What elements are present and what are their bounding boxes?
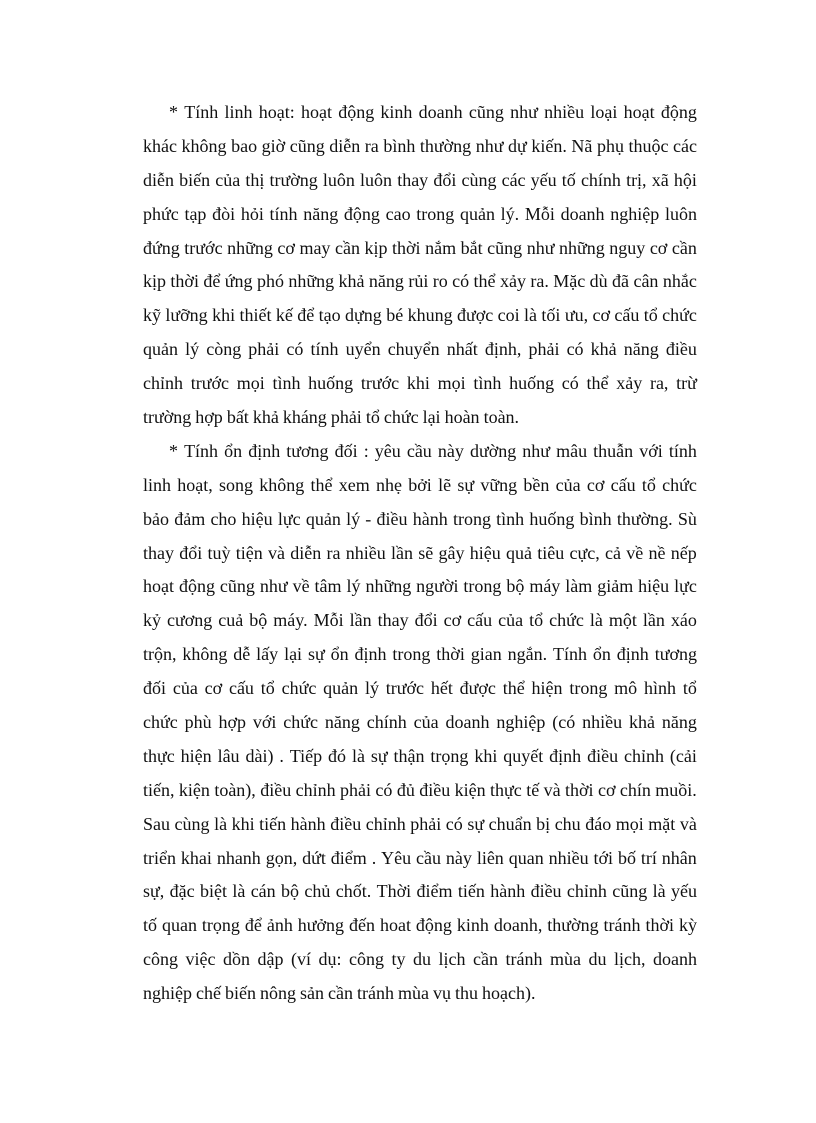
text-line: đối của cơ cấu tổ chức quản lý trước hết được thể hiện trong mô hình tổ — [143, 678, 697, 699]
text-line: tiến, kiện toàn), điều chỉnh phải có đủ điều kiện thực tế và thời cơ chín muồi. — [143, 779, 697, 800]
text-line: quản lý còng phải có tính uyển chuyển nhất định, phải có khả năng điều — [143, 339, 697, 360]
text-line: * Tính ổn định tương đối : yêu cầu này dường như mâu thuẫn với tính — [169, 440, 697, 461]
text-line: chức phù hợp với chức năng chính của doanh nghiệp (có nhiều khả năng — [143, 712, 697, 733]
text-line: hoạt động cũng như về tâm lý những người trong bộ máy làm giảm hiệu lực — [143, 576, 697, 597]
text-line: trộn, không dễ lấy lại sự ổn định trong thời gian ngắn. Tính ổn định tương — [143, 644, 697, 665]
text-line: công việc dồn dập (ví dụ: công ty du lịch cần tránh mùa du lịch, doanh — [143, 949, 697, 970]
text-line: nghiệp chế biến nông sản cần tránh mùa vụ thu hoạch). — [143, 983, 536, 1004]
text-line: Sau cùng là khi tiến hành điều chỉnh phải có sự chuẩn bị chu đáo mọi mặt và — [143, 813, 697, 834]
text-line: * Tính linh hoạt: hoạt động kinh doanh cũng như nhiều loại hoạt động — [169, 102, 697, 122]
text-line: diễn biến của thị trường luôn luôn thay đổi cùng các yếu tố chính trị, xã hội — [143, 169, 697, 190]
text-line: sự, đặc biệt là cán bộ chủ chốt. Thời điểm tiến hành điều chỉnh cũng là yếu — [143, 881, 697, 902]
text-line: trường hợp bất khả kháng phải tổ chức lại hoàn toàn. — [143, 407, 520, 428]
text-line: kỹ lưỡng khi thiết kế để tạo dựng bé khung được coi là tối ưu, cơ cấu tổ chức — [143, 305, 697, 326]
text-line: đứng trước những cơ may cần kịp thời nắm bắt cũng như những nguy cơ cần — [143, 237, 697, 258]
document-body — [143, 96, 697, 1011]
paragraph-stability — [143, 435, 697, 1011]
text-line: thay đổi tuỳ tiện và diễn ra nhiều lần sẽ gây hiệu quả tiêu cực, cả về nề nếp — [143, 542, 697, 563]
paragraph-flexibility — [143, 96, 697, 435]
text-line: triển khai nhanh gọn, dứt điểm . Yêu cầu này liên quan nhiều tới bố trí nhân — [143, 847, 697, 868]
text-line: chỉnh trước mọi tình huống trước khi mọi tình huống có thể xảy ra, trừ — [143, 373, 697, 394]
text-line: tố quan trọng để ảnh hưởng đến hoat động kinh doanh, thường tránh thời kỳ — [143, 915, 697, 936]
text-line: thực hiện lâu dài) . Tiếp đó là sự thận trọng khi quyết định điều chỉnh (cải — [143, 745, 697, 766]
text-line: linh hoạt, song không thể xem nhẹ bởi lẽ sự vững bền của cơ cấu tổ chức — [143, 474, 697, 495]
text-line: khác không bao giờ cũng diễn ra bình thường như dự kiến. Nã phụ thuộc các — [143, 135, 697, 156]
text-line: phức tạp đòi hỏi tính năng động cao trong quản lý. Mỗi doanh nghiệp luôn — [143, 203, 697, 224]
text-line: bảo đảm cho hiệu lực quản lý - điều hành trong tình huống bình thường. Sù — [143, 508, 697, 529]
text-line: kỷ cương cuả bộ máy. Mỗi lần thay đổi cơ cấu của tổ chức là một lần xáo — [143, 610, 697, 631]
text-line: kịp thời để ứng phó những khả năng rủi ro có thể xảy ra. Mặc dù đã cân nhắc — [143, 271, 697, 292]
